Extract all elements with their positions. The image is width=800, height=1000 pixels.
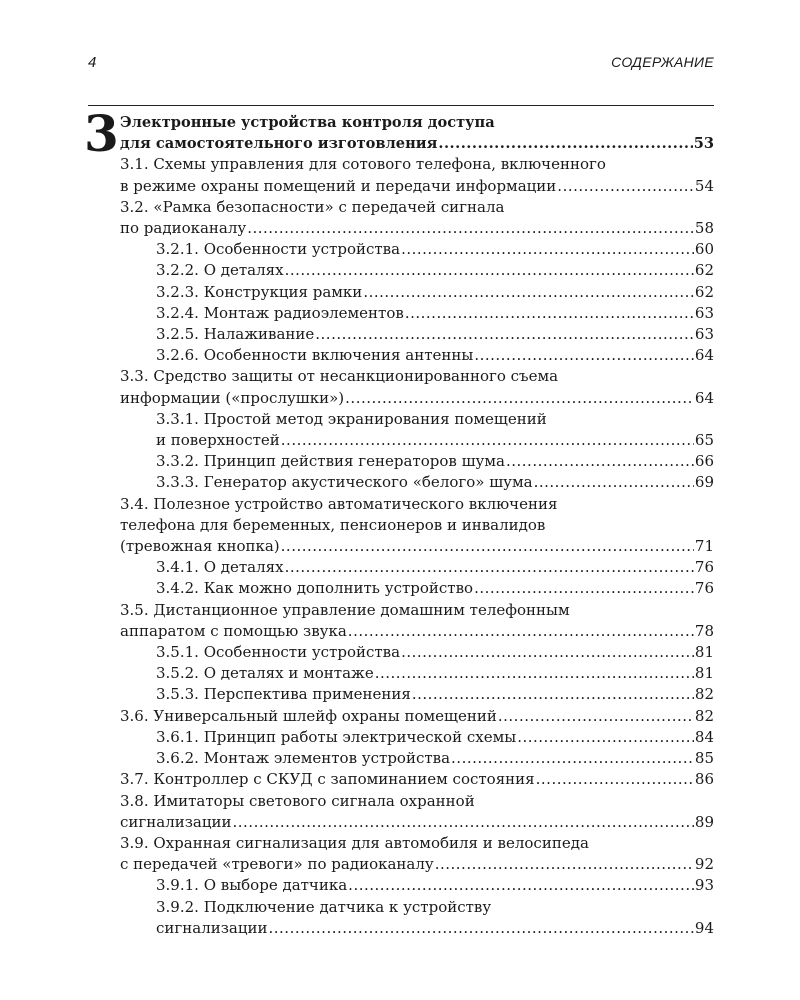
toc-entry-line [156,663,714,684]
toc-entry-title: 3.1. Схемы управления для сотового телефона, включенного [120,155,606,174]
toc-entry-line [120,536,714,557]
toc-entry-line [156,239,714,260]
toc-entry-line [156,578,714,599]
toc-entry[interactable] [120,875,714,896]
toc-entry-title: и поверхностей [156,431,280,450]
toc-entry-line [120,706,714,727]
toc-entry-page-number: 64 [694,388,714,407]
dot-leader [285,557,694,578]
toc-entry-title: телефона для беременных, пенсионеров и инвалидов [120,515,546,534]
toc-entry-page-number: 82 [694,706,714,725]
dot-leader [405,303,694,324]
toc-entry-line [156,557,714,578]
toc-entry-title: сигнализации [120,812,232,831]
toc-entry-title: 3.2.2. О деталях [156,261,284,280]
toc-entry-title: 3.5. Дистанционное управление домашним телефонным [120,600,570,619]
toc-entry[interactable] [120,282,714,303]
toc-entry-title: 3.4.2. Как можно дополнить устройство [156,579,474,598]
toc-entry-line [120,154,714,175]
toc-entry-page-number: 92 [694,855,714,874]
toc-entry-line [120,812,714,833]
toc-entry-page-number: 81 [694,643,714,662]
toc-entry[interactable] [120,663,714,684]
toc-entry-page-number: 81 [694,664,714,683]
toc-entry[interactable] [120,239,714,260]
toc-entry[interactable] [120,557,714,578]
toc-entry-line [156,282,714,303]
toc-entry[interactable] [120,897,714,939]
dot-leader [269,918,694,939]
toc-entry[interactable] [120,345,714,366]
toc-entry-line [156,918,714,939]
dot-leader [474,578,694,599]
toc-entry[interactable] [120,260,714,281]
dot-leader [233,812,694,833]
toc-entry-line [156,409,714,430]
toc-entry-line [120,366,714,387]
toc-entry-page-number: 60 [694,240,714,259]
toc-entry-page-number: 78 [694,621,714,640]
toc-entry-line [156,684,714,705]
toc-entry[interactable] [120,833,714,875]
toc-entry[interactable] [120,642,714,663]
toc-entry[interactable] [120,727,714,748]
toc-entry-page-number: 84 [694,727,714,746]
section-title: СОДЕРЖАНИЕ [611,54,714,70]
toc-entry-line [156,875,714,896]
toc-entry-page-number: 89 [694,812,714,831]
toc-entry-title: 3.6. Универсальный шлейф охраны помещений [120,706,497,725]
toc-entry-line [120,494,714,515]
toc-entry[interactable] [120,684,714,705]
toc-entry[interactable] [120,578,714,599]
toc-entry-title: по радиоканалу [120,219,247,238]
toc-entry-line [120,791,714,812]
chapter-number: 3 [84,104,119,163]
dot-leader [451,748,694,769]
dot-leader [285,260,694,281]
chapter-heading-line [120,133,714,154]
chapter-heading-text: для самостоятельного изготовления [120,135,438,153]
toc-entry[interactable] [120,303,714,324]
page-header [88,54,714,76]
dot-leader [401,642,694,663]
toc-entries [120,154,714,939]
toc-entry-title: сигнализации [156,918,268,937]
toc-entry-line [156,897,714,918]
toc-entry-page-number: 66 [694,452,714,471]
table-of-contents [120,112,714,939]
toc-entry-title: 3.3.1. Простой метод экранирования помещений [156,409,547,428]
toc-entry-line [120,176,714,197]
dot-leader [536,769,694,790]
toc-entry-page-number: 62 [694,261,714,280]
toc-entry[interactable] [120,791,714,833]
dot-leader [315,324,694,345]
toc-entry-line [120,833,714,854]
toc-entry-title: 3.9.2. Подключение датчика к устройству [156,897,492,916]
toc-entry-line [156,472,714,493]
toc-entry-page-number: 94 [694,918,714,937]
toc-entry[interactable] [120,706,714,727]
toc-entry-title: 3.5.1. Особенности устройства [156,643,401,662]
toc-entry-title: 3.2.3. Конструкция рамки [156,282,363,301]
toc-entry-line [120,515,714,536]
toc-entry[interactable] [120,769,714,790]
toc-entry-page-number: 85 [694,749,714,768]
toc-entry-line [156,324,714,345]
toc-entry-page-number: 82 [694,685,714,704]
dot-leader [474,345,694,366]
toc-entry-page-number: 65 [694,431,714,450]
toc-entry-page-number: 62 [694,282,714,301]
toc-entry-title: 3.8. Имитаторы светового сигнала охранной [120,791,475,810]
toc-entry-line [156,642,714,663]
toc-entry-line [156,430,714,451]
dot-leader [401,239,694,260]
toc-entry-line [120,197,714,218]
dot-leader [438,133,692,154]
toc-entry-title: 3.3.3. Генератор акустического «белого» шума [156,473,533,492]
toc-entry-title: 3.9.1. О выборе датчика [156,876,348,895]
toc-entry-title: 3.5.3. Перспектива применения [156,685,411,704]
page-number: 4 [88,54,97,71]
toc-entry[interactable] [120,366,714,408]
chapter-page-number: 53 [693,135,714,153]
toc-entry-title: 3.6.1. Принцип работы электрической схемы [156,727,517,746]
toc-entry[interactable] [120,494,714,558]
toc-entry-title: аппаратом с помощью звука [120,621,347,640]
toc-entry-page-number: 76 [694,558,714,577]
toc-entry-title: информации («прослушки») [120,388,345,407]
dot-leader [363,282,694,303]
toc-entry-line [156,303,714,324]
toc-entry[interactable] [120,748,714,769]
toc-entry-title: с передачей «тревоги» по радиоканалу [120,855,434,874]
toc-entry-page-number: 93 [694,876,714,895]
toc-entry-line [156,260,714,281]
toc-entry-title: 3.2.6. Особенности включения антенны [156,346,474,365]
header-rule [88,105,714,106]
toc-entry-title: 3.6.2. Монтаж элементов устройства [156,749,451,768]
dot-leader [348,875,694,896]
toc-entry-title: 3.4.1. О деталях [156,558,284,577]
toc-entry-title: 3.3. Средство защиты от несанкционированного съема [120,367,559,386]
toc-entry-page-number: 63 [694,325,714,344]
dot-leader [557,176,694,197]
chapter-heading-text: Электронные устройства контроля доступа [120,114,495,131]
toc-entry[interactable] [120,197,714,239]
toc-entry-line [156,748,714,769]
dot-leader [345,388,694,409]
dot-leader [348,621,694,642]
toc-entry-title: 3.9. Охранная сигнализация для автомобиля и велосипеда [120,833,589,852]
toc-entry-line [120,769,714,790]
toc-entry-page-number: 58 [694,219,714,238]
toc-entry-line [120,600,714,621]
toc-entry-line [120,854,714,875]
dot-leader [281,536,694,557]
toc-entry-page-number: 76 [694,579,714,598]
toc-entry-line [120,218,714,239]
toc-entry[interactable] [120,409,714,451]
toc-entry-page-number: 63 [694,303,714,322]
toc-entry-page-number: 54 [694,176,714,195]
dot-leader [435,854,694,875]
toc-entry-page-number: 69 [694,473,714,492]
toc-entry[interactable] [120,600,714,642]
dot-leader [412,684,694,705]
toc-entry-line [156,451,714,472]
toc-entry-title: 3.2. «Рамка безопасности» с передачей сигнала [120,197,505,216]
toc-entry-title: 3.4. Полезное устройство автоматического включения [120,494,558,513]
toc-entry[interactable] [120,324,714,345]
chapter-heading[interactable] [120,112,714,154]
dot-leader [375,663,694,684]
toc-entry[interactable] [120,451,714,472]
toc-entry-title: 3.5.2. О деталях и монтаже [156,664,374,683]
toc-entry-line [156,345,714,366]
toc-entry[interactable] [120,472,714,493]
toc-entry-title: (тревожная кнопка) [120,537,280,556]
toc-entry-title: 3.2.1. Особенности устройства [156,240,401,259]
chapter-heading-line [120,112,714,133]
dot-leader [498,706,694,727]
dot-leader [247,218,694,239]
dot-leader [517,727,694,748]
toc-entry-title: в режиме охраны помещений и передачи информации [120,176,557,195]
dot-leader [281,430,694,451]
toc-entry-line [120,621,714,642]
toc-entry-title: 3.7. Контроллер с СКУД с запоминанием состояния [120,770,535,789]
dot-leader [506,451,694,472]
toc-entry-page-number: 86 [694,770,714,789]
dot-leader [534,472,694,493]
toc-entry-page-number: 71 [694,537,714,556]
toc-entry-title: 3.2.4. Монтаж радиоэлементов [156,303,404,322]
toc-entry[interactable] [120,154,714,196]
toc-entry-title: 3.2.5. Налаживание [156,325,315,344]
toc-entry-line [156,727,714,748]
toc-entry-title: 3.3.2. Принцип действия генераторов шума [156,452,505,471]
toc-entry-line [120,388,714,409]
toc-entry-page-number: 64 [694,346,714,365]
